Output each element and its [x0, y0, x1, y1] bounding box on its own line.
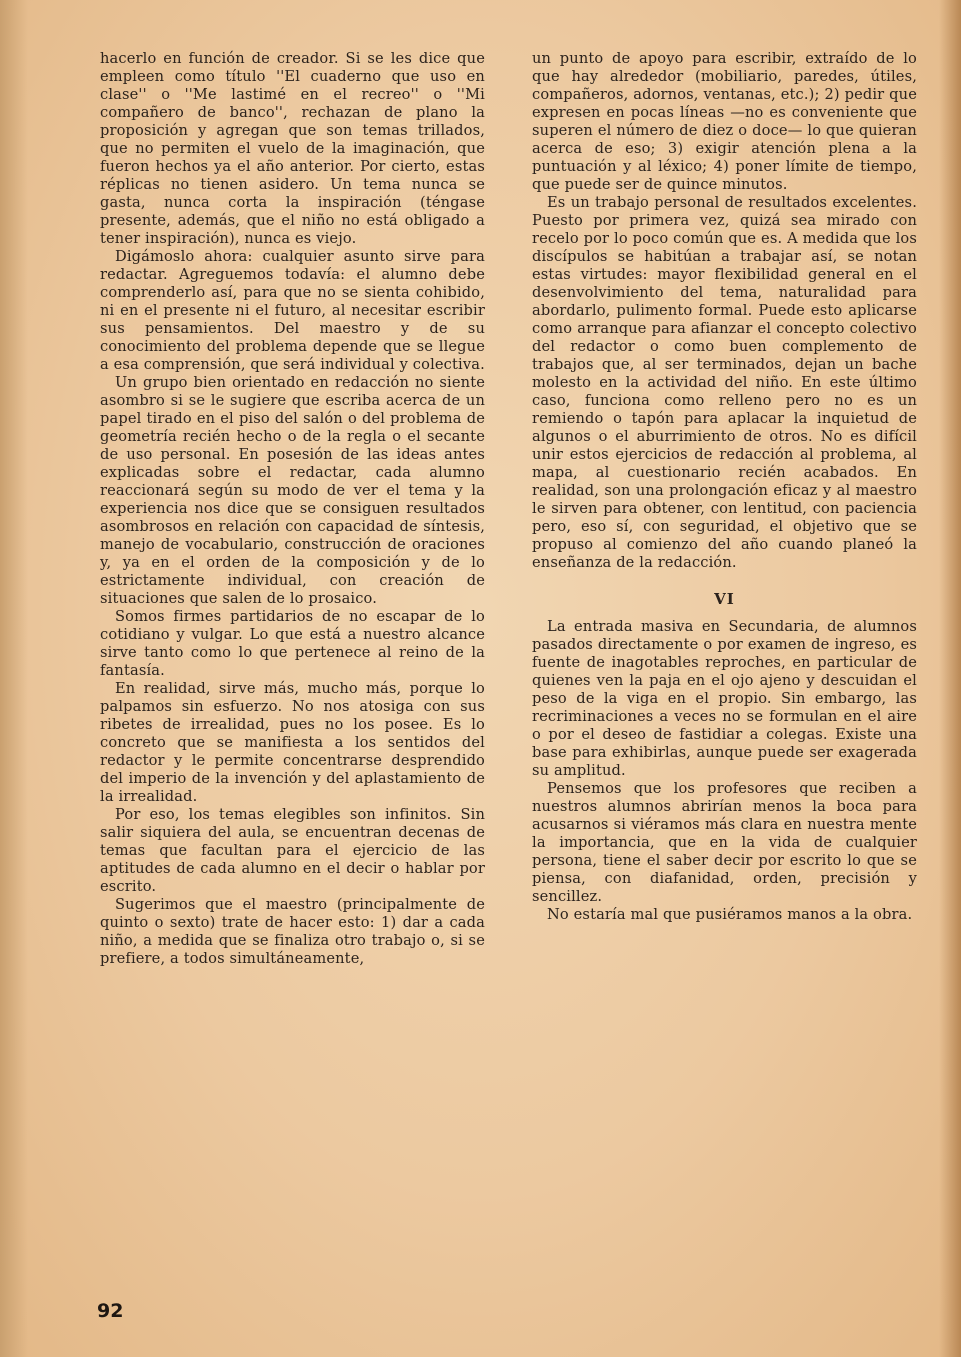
- paragraph: La entrada masiva en Secundaria, de alumnos pasados directamente o por examen de ingreso, es fuente de inagotables reproches, en particular de quienes ven la paja en el ojo ajeno y descuidan el peso de la viga en el propio. Sin embargo, las recriminaciones a veces no se formulan en el aire o por el deseo de fastidiar a colegas. Existe una base para exhibirlas, aunque puede ser exagerada su amplitud.: [532, 618, 917, 779]
- left-text-column: [100, 50, 485, 968]
- paragraph: Por eso, los temas elegibles son infinitos. Sin salir siquiera del aula, se encuentran decenas de temas que facultan para el ejercicio de las aptitudes de cada alumno en el decir o hablar por escrito.: [100, 806, 485, 895]
- paragraph: Pensemos que los profesores que reciben a nuestros alumnos abrirían menos la boca para acusarnos si viéramos más clara en nuestra mente la importancia, que en la vida de cualquier persona, tiene el saber decir por escrito lo que se piensa, con diafanidad, orden, precisión y sencillez.: [532, 780, 917, 905]
- paragraph: No estaría mal que pusiéramos manos a la obra.: [547, 906, 913, 923]
- page-edge-shadow-right: [939, 0, 961, 1357]
- paragraph: Sugerimos que el maestro (principalmente de quinto o sexto) trate de hacer esto: 1) dar a cada niño, a medida que se finaliza otro trabajo o, si se prefiere, a todos simultáneamente,: [100, 896, 485, 967]
- paragraph: hacerlo en función de creador. Si se les dice que empleen como título ''El cuaderno que uso en clase'' o ''Me lastimé en el recreo'' o ''Mi compañero de banco'', rechazan de plano la proposición y agregan que son temas trillados, que no permiten el vuelo de la imaginación, que fueron hechos ya el año anterior. Por cierto, estas réplicas no tienen asidero. Un tema nunca se gasta, nunca corta la inspiración (téngase presente, además, que el niño no está obligado a tener inspiración), nunca es viejo.: [100, 50, 485, 247]
- paragraph: En realidad, sirve más, mucho más, porque lo palpamos sin esfuerzo. No nos atosiga con sus ribetes de irrealidad, pues no los posee. Es lo concreto que se manifiesta a los sentidos del redactor y le permite concentrarse desprendido del imperio de la invención y del aplastamiento de la irrealidad.: [100, 680, 485, 805]
- section-heading: VI: [714, 590, 735, 608]
- paragraph: Digámoslo ahora: cualquier asunto sirve para redactar. Agreguemos todavía: el alumno debe comprenderlo así, para que no se sienta cohibido, ni en el presente ni el futuro, al necesitar escribir sus pensamientos. Del maestro y de su conocimiento del problema depende que se llegue a esa comprensión, que será individual y colectiva.: [100, 248, 485, 373]
- page-number: 92: [97, 1300, 124, 1322]
- paragraph: un punto de apoyo para escribir, extraído de lo que hay alrededor (mobiliario, paredes, útiles, compañeros, adornos, ventanas, etc.); 2) pedir que expresen en pocas líneas —no es conveniente que superen el número de diez o doce— lo que quieran acerca de eso; 3) exigir atención plena a la puntuación y al léxico; 4) poner límite de tiempo, que puede ser de quince minutos.: [532, 50, 917, 193]
- paragraph: Es un trabajo personal de resultados excelentes. Puesto por primera vez, quizá sea mirado con recelo por lo poco común que es. A medida que los discípulos se habitúan a trabajar así, se notan estas virtudes: mayor flexibilidad general en el desenvolvimiento del tema, naturalidad para abordarlo, pulimento formal. Puede esto aplicarse como arranque para afianzar el concepto colectivo del redactor o como buen complemento de trabajos que, al ser terminados, dejan un bache molesto en la actividad del niño. En este último caso, funciona como relleno pero no es un remiendo o tapón para aplacar la inquietud de algunos o el aburrimiento de otros. No es difícil unir estos ejercicios de redacción al problema, al mapa, al cuestionario recién acabados. En realidad, son una prolongación eficaz y al maestro le sirven para obtener, con lentitud, con paciencia pero, eso sí, con seguridad, el objetivo que se propuso al comienzo del año cuando planeó la enseñanza de la redacción.: [532, 194, 917, 571]
- paragraph: Somos firmes partidarios de no escapar de lo cotidiano y vulgar. Lo que está a nuestro alcance sirve tanto como lo que pertenece al reino de la fantasía.: [100, 608, 485, 679]
- paragraph: Un grupo bien orientado en redacción no siente asombro si se le sugiere que escriba acerca de un papel tirado en el piso del salón o del problema de geometría recién hecho o de la regla o el secante de uso personal. En posesión de las ideas antes explicadas sobre el redactar, cada alumno reaccionará según su modo de ver el tema y la experiencia nos dice que se consiguen resultados asombrosos en relación con capacidad de síntesis, manejo de vocabulario, construcción de oraciones y, ya en el orden de la composición y de lo estrictamente individual, con creación de situaciones que salen de lo prosaico.: [100, 374, 485, 607]
- right-text-column: [532, 50, 917, 924]
- page-edge-shadow-left: [0, 0, 28, 1357]
